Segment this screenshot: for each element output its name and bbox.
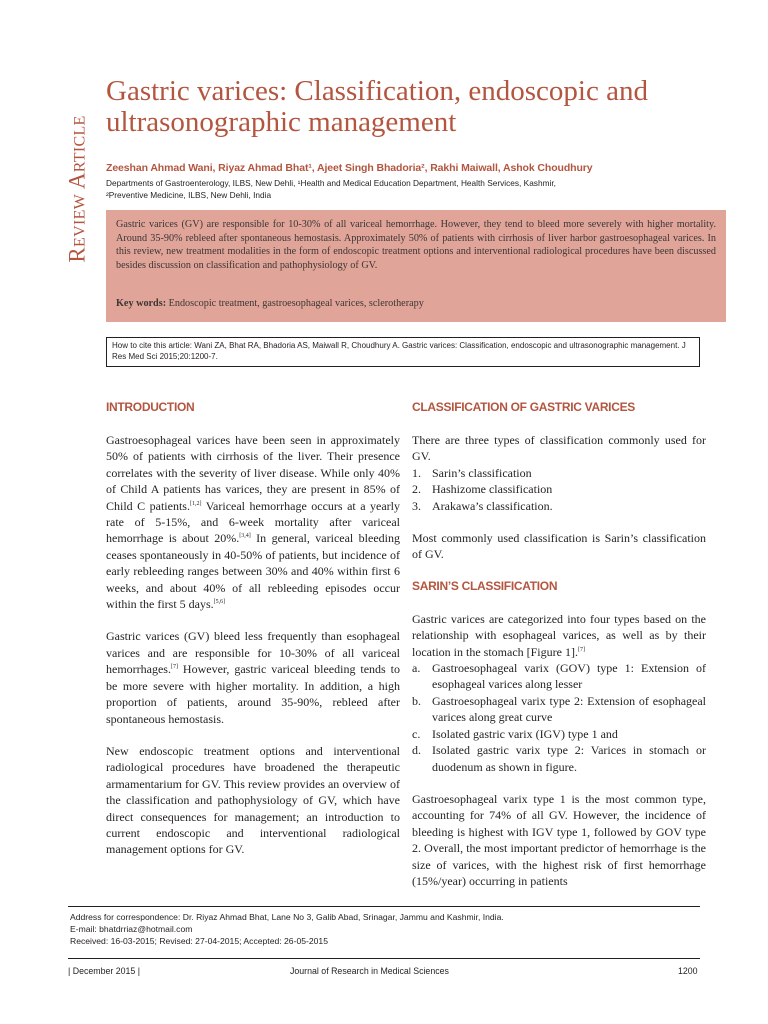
footer-divider bbox=[68, 906, 700, 907]
side-label-text: Review Article bbox=[65, 115, 91, 263]
classification-paragraph-2: Most commonly used classification is Sarin’s classification of GV. bbox=[412, 531, 706, 562]
ref: [1,2] bbox=[189, 500, 202, 507]
section-heading-sarin: SARIN’S CLASSIFICATION bbox=[412, 578, 558, 593]
section-heading-classification: CLASSIFICATION OF GASTRIC VARICES bbox=[412, 400, 635, 414]
keywords-text: Endoscopic treatment, gastroesophageal varices, sclerotherapy bbox=[166, 298, 424, 309]
ref: [7] bbox=[577, 646, 585, 653]
page-bottom-divider bbox=[68, 958, 700, 959]
abstract-box bbox=[106, 210, 726, 322]
list-item: 2. Hashizome classification bbox=[412, 482, 553, 497]
footer-issue-date: | December 2015 | bbox=[68, 966, 141, 976]
ref: [3,4] bbox=[239, 533, 251, 540]
section-heading-introduction: INTRODUCTION bbox=[106, 400, 195, 414]
left-column bbox=[106, 400, 400, 858]
list-item: 3. Arakawa’s classification. bbox=[412, 498, 553, 513]
ref: [5,6] bbox=[213, 599, 226, 606]
intro-paragraph-1: Gastroesophageal varices have been seen in approximately 50% of patients with cirrhosis of the liver. Their presence correlates with the severity of liver disease. While only 40% of Child A patients has varices, they are present in 85% of Child C patients.[1,2] Variceal hemorrhage occurs at a yearly rate of 5-15%, and 6-week mortality after variceal hemorrhage is about 20%.[3,4] In general, variceal bleeding ceases spontaneously in 40-50% of patients, but incidence of early rebleeding ranges between 30% and 40% within first 6 weeks, and about 40% of all rebleeding episodes occur within the first 5 days.[5,6] bbox=[106, 433, 401, 612]
correspondence-address: Address for correspondence: Dr. Riyaz Ahmad Bhat, Lane No 3, Galib Abad, Srinagar, Jammu and Kashmir, India. bbox=[70, 912, 504, 922]
right-column bbox=[412, 400, 706, 889]
keywords bbox=[116, 298, 716, 309]
affiliation-line-2: ²Preventive Medicine, ILBS, New Dehli, India bbox=[106, 190, 272, 200]
correspondence-email: E-mail: bhatdrriaz@hotmail.com bbox=[70, 924, 193, 934]
sarin-paragraph-2: Gastroesophageal varix type 1 is the most common type, accounting for 74% of all GV. However, the incidence of bleeding is highest with IGV type 1, followed by GOV type 2. Overall, the most important predictor of hemorrhage is the size of varices, with the highest risk of first hemorrhage (15%/year) occurring in patients bbox=[412, 791, 706, 888]
list-item: a. Gastroesophageal varix (GOV) type 1: Extension of esophageal varices along lesser bbox=[412, 661, 706, 692]
classification-list bbox=[412, 465, 706, 514]
article-title: Gastric varices: Classification, endoscopic and ultrasonographic management bbox=[106, 75, 648, 138]
article-dates: Received: 16-03-2015; Revised: 27-04-2015; Accepted: 26-05-2015 bbox=[70, 936, 328, 946]
list-item: d. Isolated gastric varix type 2: Varices in stomach or duodenum as shown in figure. bbox=[412, 743, 706, 774]
list-item: 1. Sarin’s classification bbox=[412, 465, 532, 480]
classification-paragraph-1: There are three types of classification commonly used for GV. bbox=[412, 433, 706, 464]
footer-journal-name: Journal of Research in Medical Sciences bbox=[290, 966, 449, 976]
intro-paragraph-2: Gastric varices (GV) bleed less frequently than esophageal varices and are responsible for 10-30% of all variceal hemorrhages.[7] However, gastric variceal bleeding tends to be more severe with higher mortality. In addition, a high proportion of patients, around 35-90%, rebleed after spontaneous hemostasis. bbox=[106, 629, 400, 726]
list-item: b. Gastroesophageal varix type 2: Extension of esophageal varices along great curve bbox=[412, 693, 706, 725]
list-item: c. Isolated gastric varix (IGV) type 1 and bbox=[412, 726, 618, 741]
sarin-list bbox=[412, 660, 706, 775]
intro-paragraph-3: New endoscopic treatment options and interventional radiological procedures have broadened the therapeutic armamentarium for GV. This review provides an overview of the classification and pathophysiology of GV, which have direct consequences for management; an introduction to current endoscopic and interventional radiological management options for GV. bbox=[106, 743, 400, 857]
citation-text: How to cite this article: Wani ZA, Bhat RA, Bhadoria AS, Maiwall R, Choudhury A. Gastric varices: Classification, endoscopic and ultrasonographic management. J Res Med Sci 2015;20:1200-7. bbox=[112, 341, 686, 361]
keywords-label: Key words: bbox=[116, 298, 167, 309]
author-list: Zeeshan Ahmad Wani, Riyaz Ahmad Bhat¹, Ajeet Singh Bhadoria², Rakhi Maiwall, Ashok Choudhury bbox=[106, 162, 593, 174]
footer-page-number: 1200 bbox=[678, 966, 698, 976]
abstract-text: Gastric varices (GV) are responsible for 10-30% of all variceal hemorrhage. However, they tend to bleed more severely with higher mortality. Around 35-90% rebleed after spontaneous hemostasis. Approximately 50% of patients with cirrhosis of liver harbor gastroesophageal varices. In this review, new treatment modalities in the form of endoscopic treatment options and interventional radiological procedures have been discussed besides discussion on classification and pathophysiology of GV. bbox=[116, 219, 716, 271]
citation-box bbox=[106, 337, 700, 367]
affiliation-line-1: Departments of Gastroenterology, ILBS, New Dehli, ¹Health and Medical Education Department, Health Services, Kashmir, bbox=[106, 178, 556, 188]
ref: [7] bbox=[170, 664, 178, 671]
side-label bbox=[40, 78, 116, 300]
sarin-paragraph-1: Gastric varices are categorized into four types based on the relationship with esophageal varices, as well as by their location in the stomach [Figure 1].[7] bbox=[412, 611, 706, 659]
